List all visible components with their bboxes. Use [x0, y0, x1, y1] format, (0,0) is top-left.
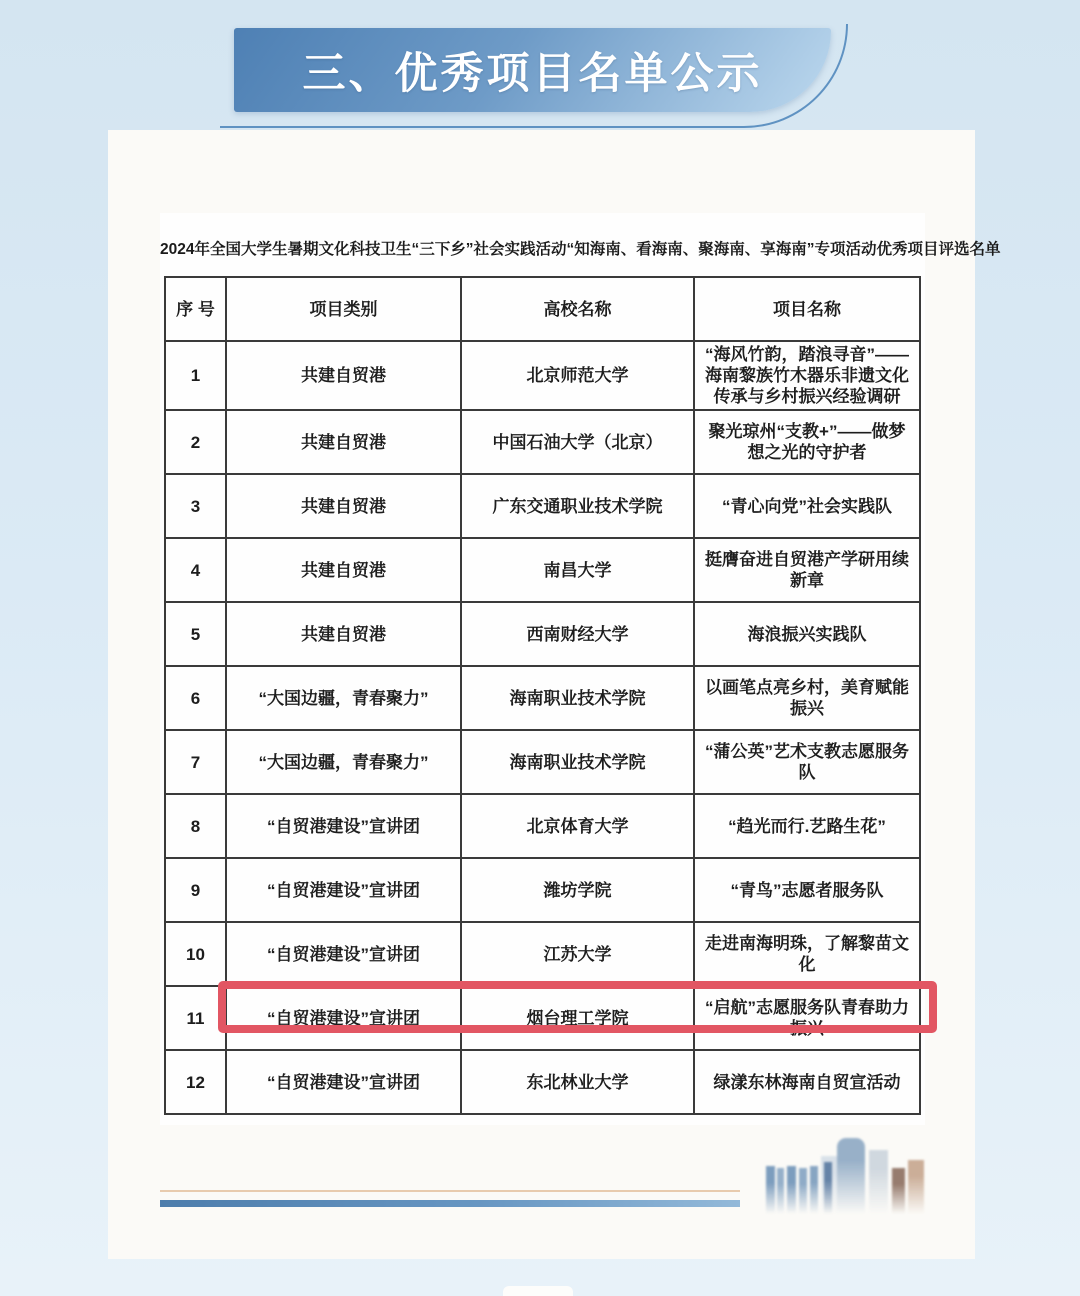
cell-category: “自贸港建设”宣讲团	[226, 794, 461, 858]
cell-college: 潍坊学院	[461, 858, 694, 922]
table-row	[165, 922, 920, 986]
building-icon	[824, 1162, 832, 1214]
cell-project: “趋光而行.艺路生花”	[694, 794, 920, 858]
table-row	[165, 1050, 920, 1114]
table-row	[165, 730, 920, 794]
cell-no: 3	[165, 474, 226, 538]
cell-no: 7	[165, 730, 226, 794]
cell-no: 2	[165, 410, 226, 474]
cell-college: 海南职业技术学院	[461, 666, 694, 730]
cell-no: 1	[165, 341, 226, 410]
table-row	[165, 538, 920, 602]
cell-project: “青鸟”志愿者服务队	[694, 858, 920, 922]
cell-category: 共建自贸港	[226, 410, 461, 474]
table-row	[165, 474, 920, 538]
cell-category: 共建自贸港	[226, 538, 461, 602]
building-icon	[810, 1166, 818, 1214]
cell-project: 挺膺奋进自贸港产学研用续新章	[694, 538, 920, 602]
building-icon	[837, 1138, 865, 1214]
cell-category: “大国边疆，青春聚力”	[226, 666, 461, 730]
cell-college: 海南职业技术学院	[461, 730, 694, 794]
cell-project: 绿漾东林海南自贸宣活动	[694, 1050, 920, 1114]
cell-no: 12	[165, 1050, 226, 1114]
building-icon	[892, 1168, 905, 1214]
cell-no: 8	[165, 794, 226, 858]
cell-project: “启航”志愿服务队青春助力振兴	[694, 986, 920, 1050]
building-icon	[799, 1168, 807, 1214]
building-icon	[777, 1168, 784, 1214]
cell-category: 共建自贸港	[226, 341, 461, 410]
table-row	[165, 794, 920, 858]
cell-no: 10	[165, 922, 226, 986]
cell-college: 烟台理工学院	[461, 986, 694, 1050]
table-row	[165, 858, 920, 922]
cell-college: 江苏大学	[461, 922, 694, 986]
highlight-box-row-11	[218, 981, 937, 1033]
cell-project: “海风竹韵，踏浪寻音”——海南黎族竹木器乐非遗文化传承与乡村振兴经验调研	[694, 341, 920, 410]
cell-category: 共建自贸港	[226, 602, 461, 666]
cell-college: 东北林业大学	[461, 1050, 694, 1114]
cell-category: “自贸港建设”宣讲团	[226, 858, 461, 922]
cell-no: 9	[165, 858, 226, 922]
section-title: 三、优秀项目名单公示	[302, 49, 763, 98]
cell-category: “自贸港建设”宣讲团	[226, 922, 461, 986]
cell-college: 北京师范大学	[461, 341, 694, 410]
cell-project: 聚光琼州“支教+”——做梦想之光的守护者	[694, 410, 920, 474]
building-icon	[908, 1160, 924, 1214]
header-cell-project: 项目名称	[694, 277, 920, 341]
table-row	[165, 341, 920, 410]
cell-category: “自贸港建设”宣讲团	[226, 1050, 461, 1114]
table-row	[165, 602, 920, 666]
cell-no: 11	[165, 986, 226, 1050]
cell-college: 南昌大学	[461, 538, 694, 602]
cell-project: 海浪振兴实践队	[694, 602, 920, 666]
cell-college: 北京体育大学	[461, 794, 694, 858]
cell-college: 西南财经大学	[461, 602, 694, 666]
header-cell-college: 高校名称	[461, 277, 694, 341]
cell-project: “青心向党”社会实践队	[694, 474, 920, 538]
cell-category: 共建自贸港	[226, 474, 461, 538]
cell-project: 以画笔点亮乡村，美育赋能振兴	[694, 666, 920, 730]
table-header-row	[165, 277, 920, 341]
header-cell-category: 项目类别	[226, 277, 461, 341]
table-row	[165, 410, 920, 474]
city-skyline-graphic	[764, 1136, 926, 1216]
table-row	[165, 666, 920, 730]
building-icon	[787, 1166, 796, 1214]
header-cell-no: 序 号	[165, 277, 226, 341]
building-icon	[869, 1150, 888, 1214]
section-banner	[234, 28, 831, 112]
next-section-notch	[503, 1286, 573, 1296]
building-icon	[766, 1166, 775, 1214]
cell-college: 中国石油大学（北京）	[461, 410, 694, 474]
cell-no: 4	[165, 538, 226, 602]
cell-project: “蒲公英”艺术支教志愿服务队	[694, 730, 920, 794]
footer-divider-blue-line	[160, 1200, 740, 1207]
cell-category: “大国边疆，青春聚力”	[226, 730, 461, 794]
cell-no: 5	[165, 602, 226, 666]
cell-project: 走进南海明珠，了解黎苗文化	[694, 922, 920, 986]
cell-no: 6	[165, 666, 226, 730]
table-title: 2024年全国大学生暑期文化科技卫生“三下乡”社会实践活动“知海南、看海南、聚海南、享海南”专项活动优秀项目评选名单	[160, 241, 1001, 258]
footer-divider-tan-line	[160, 1190, 740, 1192]
cell-category: “自贸港建设”宣讲团	[226, 986, 461, 1050]
cell-college: 广东交通职业技术学院	[461, 474, 694, 538]
